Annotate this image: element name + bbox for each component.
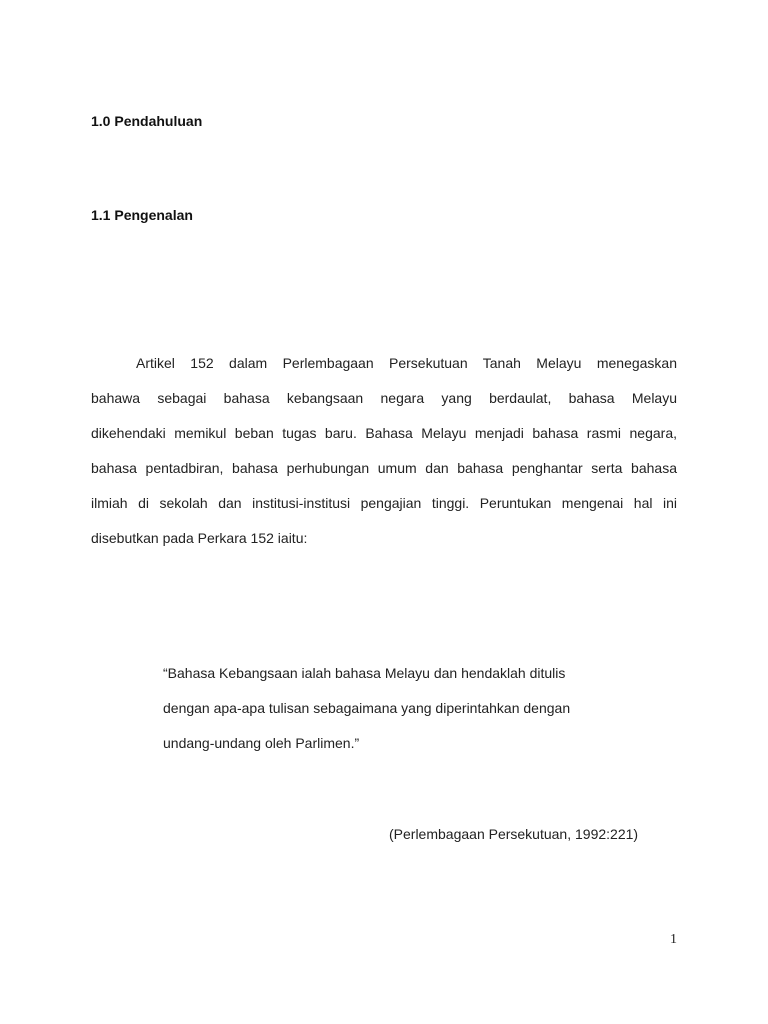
subsection-heading: 1.1 Pengenalan bbox=[91, 207, 193, 223]
quote-line: undang-undang oleh Parlimen.” bbox=[163, 735, 360, 751]
paragraph-line: disebutkan pada Perkara 152 iaitu: bbox=[91, 530, 308, 546]
paragraph-line: ilmiah di sekolah dan institusi-institusi pengajian tinggi. Peruntukan mengenai hal ini bbox=[91, 495, 677, 511]
paragraph-line: Artikel 152 dalam Perlembagaan Persekutuan Tanah Melayu menegaskan bbox=[136, 355, 677, 371]
paragraph-line: bahasa pentadbiran, bahasa perhubungan umum dan bahasa penghantar serta bahasa bbox=[91, 460, 677, 476]
quote-citation: (Perlembagaan Persekutuan, 1992:221) bbox=[389, 826, 639, 842]
quote-line: dengan apa-apa tulisan sebagaimana yang diperintahkan dengan bbox=[163, 700, 571, 716]
section-heading: 1.0 Pendahuluan bbox=[91, 113, 203, 129]
block-quote bbox=[163, 656, 623, 761]
body-paragraph bbox=[91, 346, 677, 556]
paragraph-line: bahawa sebagai bahasa kebangsaan negara yang berdaulat, bahasa Melayu bbox=[91, 390, 677, 406]
paragraph-line: dikehendaki memikul beban tugas baru. Bahasa Melayu menjadi bahasa rasmi negara, bbox=[91, 425, 677, 441]
page-number: 1 bbox=[670, 932, 677, 947]
quote-line: “Bahasa Kebangsaan ialah bahasa Melayu dan hendaklah ditulis bbox=[163, 665, 566, 681]
